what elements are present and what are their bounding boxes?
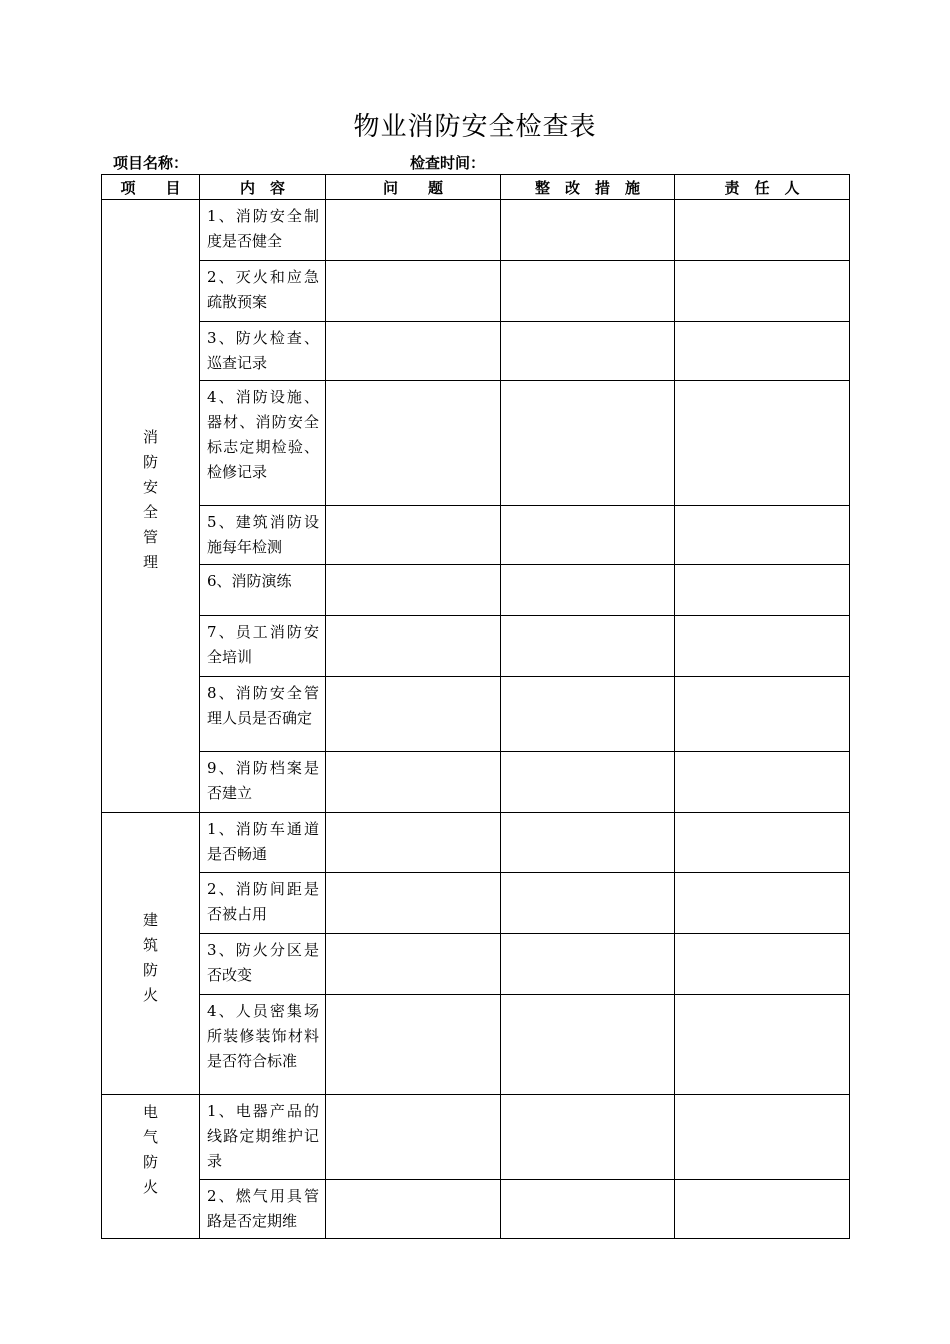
table-row <box>102 995 850 1095</box>
table-row <box>102 322 850 381</box>
responsible-cell <box>675 506 850 565</box>
category-fire-safety-management: 消 防 安 全 管 理 <box>102 200 200 813</box>
content-cell: 5、建筑消防设施每年检测 <box>200 506 326 565</box>
rectification-cell <box>501 565 675 616</box>
table-row <box>102 200 850 261</box>
table-row <box>102 1095 850 1180</box>
content-cell: 9、消防档案是否建立 <box>200 752 326 813</box>
rectification-cell <box>501 322 675 381</box>
content-cell: 2、消防间距是否被占用 <box>200 873 326 934</box>
table-row <box>102 565 850 616</box>
problem-cell <box>326 322 501 381</box>
table-row <box>102 873 850 934</box>
responsible-cell <box>675 616 850 677</box>
header-project: 项 目 <box>102 175 200 200</box>
category-electrical-fire-prevention: 电 气 防 火 <box>102 1095 200 1239</box>
responsible-cell <box>675 261 850 322</box>
responsible-cell <box>675 873 850 934</box>
rectification-cell <box>501 934 675 995</box>
content-cell: 2、燃气用具管路是否定期维 <box>200 1180 326 1239</box>
table-header-row <box>102 175 850 200</box>
responsible-cell <box>675 381 850 506</box>
rectification-cell <box>501 813 675 873</box>
rectification-cell <box>501 381 675 506</box>
problem-cell <box>326 995 501 1095</box>
content-cell: 4、人员密集场所装修装饰材料是否符合标准 <box>200 995 326 1095</box>
responsible-cell <box>675 752 850 813</box>
problem-cell <box>326 1180 501 1239</box>
table-row <box>102 677 850 752</box>
table-row <box>102 752 850 813</box>
content-cell: 7、员工消防安全培训 <box>200 616 326 677</box>
problem-cell <box>326 616 501 677</box>
problem-cell <box>326 813 501 873</box>
responsible-cell <box>675 1095 850 1180</box>
content-cell: 1、消防车通道是否畅通 <box>200 813 326 873</box>
category-building-fire-prevention: 建 筑 防 火 <box>102 813 200 1095</box>
problem-cell <box>326 261 501 322</box>
rectification-cell <box>501 677 675 752</box>
content-cell: 3、防火检查、巡查记录 <box>200 322 326 381</box>
problem-cell <box>326 506 501 565</box>
rectification-cell <box>501 752 675 813</box>
responsible-cell <box>675 813 850 873</box>
rectification-cell <box>501 1180 675 1239</box>
content-cell: 2、灭火和应急疏散预案 <box>200 261 326 322</box>
table-row <box>102 813 850 873</box>
rectification-cell <box>501 506 675 565</box>
header-responsible: 责 任 人 <box>675 175 850 200</box>
responsible-cell <box>675 995 850 1095</box>
project-name-label: 项目名称： <box>113 154 189 172</box>
responsible-cell <box>675 934 850 995</box>
content-cell: 1、电器产品的线路定期维护记录 <box>200 1095 326 1180</box>
header-rectification: 整 改 措 施 <box>501 175 675 200</box>
responsible-cell <box>675 677 850 752</box>
table-row <box>102 616 850 677</box>
problem-cell <box>326 565 501 616</box>
header-content: 内 容 <box>200 175 326 200</box>
problem-cell <box>326 677 501 752</box>
content-cell: 6、消防演练 <box>200 565 326 616</box>
problem-cell <box>326 873 501 934</box>
content-cell: 4、消防设施、器材、消防安全标志定期检验、检修记录 <box>200 381 326 506</box>
inspection-time-label: 检查时间： <box>410 154 486 172</box>
responsible-cell <box>675 565 850 616</box>
rectification-cell <box>501 1095 675 1180</box>
rectification-cell <box>501 200 675 261</box>
document-title: 物业消防安全检查表 <box>353 112 597 142</box>
table-row <box>102 934 850 995</box>
responsible-cell <box>675 322 850 381</box>
header-problem: 问 题 <box>326 175 501 200</box>
responsible-cell <box>675 200 850 261</box>
rectification-cell <box>501 873 675 934</box>
table-row <box>102 261 850 322</box>
rectification-cell <box>501 261 675 322</box>
problem-cell <box>326 752 501 813</box>
problem-cell <box>326 381 501 506</box>
content-cell: 1、消防安全制度是否健全 <box>200 200 326 261</box>
content-cell: 3、防火分区是否改变 <box>200 934 326 995</box>
rectification-cell <box>501 616 675 677</box>
table-row <box>102 1180 850 1239</box>
table-row <box>102 506 850 565</box>
inspection-table <box>101 174 850 1239</box>
responsible-cell <box>675 1180 850 1239</box>
rectification-cell <box>501 995 675 1095</box>
problem-cell <box>326 1095 501 1180</box>
problem-cell <box>326 200 501 261</box>
problem-cell <box>326 934 501 995</box>
table-row <box>102 381 850 506</box>
content-cell: 8、消防安全管理人员是否确定 <box>200 677 326 752</box>
